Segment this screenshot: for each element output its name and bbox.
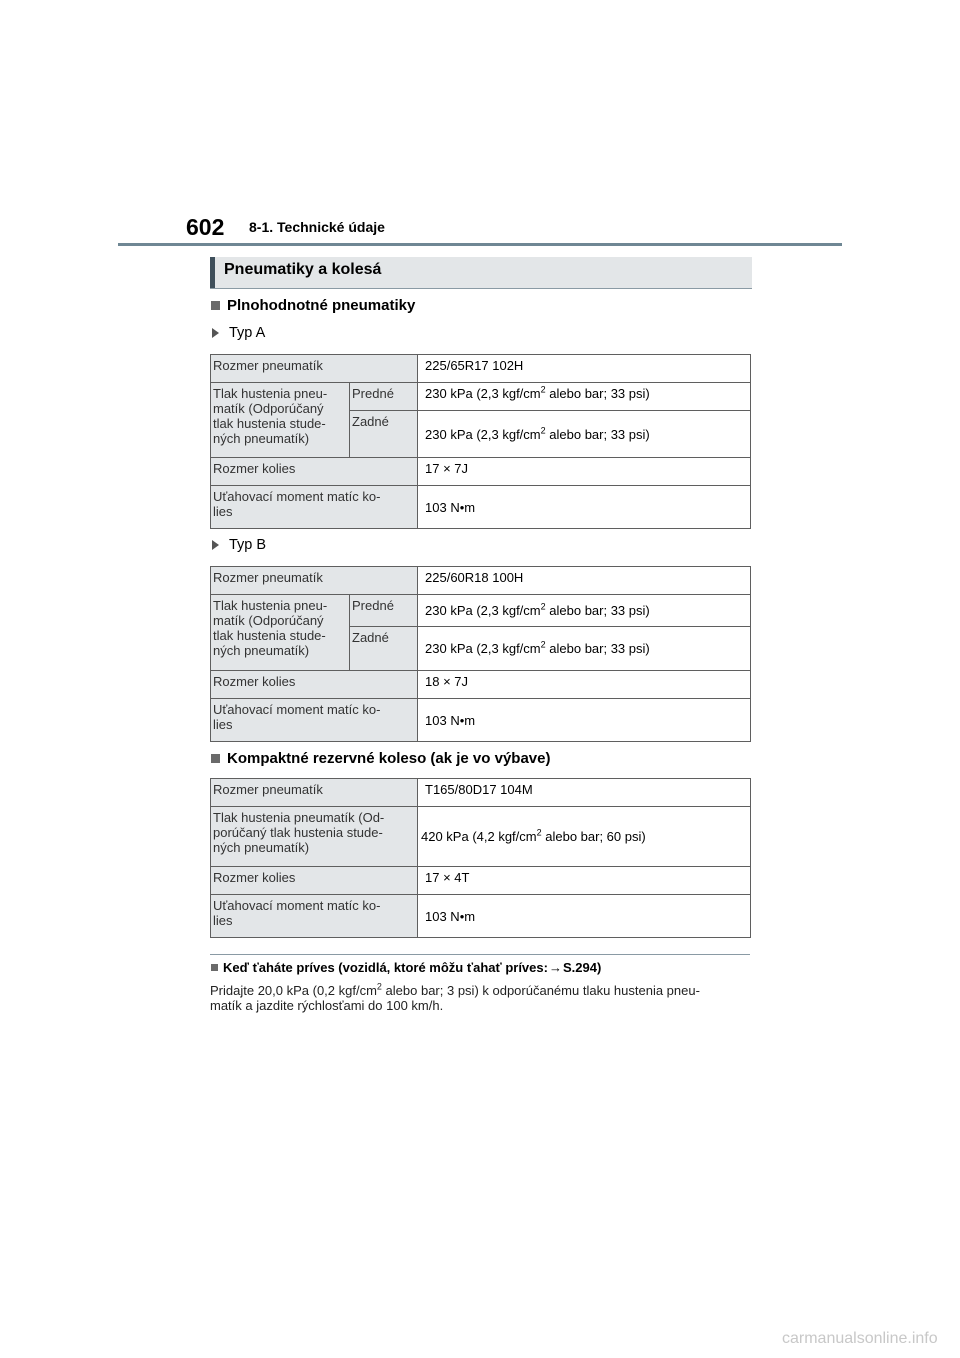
- table-row: [211, 595, 751, 627]
- wheel-size-value: 17 × 4T: [418, 867, 751, 895]
- table-row: [211, 699, 751, 742]
- section-title-accent-bar: [210, 257, 215, 288]
- square-bullet-icon: [211, 301, 220, 310]
- full-tires-heading: [211, 297, 415, 314]
- header-divider: [118, 243, 842, 246]
- tire-size-label: Rozmer pneumatík: [211, 779, 418, 807]
- type-a-heading: [212, 325, 265, 341]
- wheel-size-value: 17 × 7J: [418, 458, 751, 486]
- spare-wheel-heading-text: Kompaktné rezervné koleso (ak je vo výbave): [227, 750, 551, 767]
- type-b-label: Typ B: [229, 537, 267, 553]
- rear-pressure-value: 230 kPa (2,3 kgf/$cm^2$ alebo bar; 33 psi): [418, 627, 751, 671]
- tire-size-value: T165/80D17 104M: [418, 779, 751, 807]
- table-row: [211, 895, 751, 938]
- table-row: [211, 486, 751, 529]
- torque-value: 103 N•m: [418, 895, 751, 938]
- front-pressure-value: 230 kPa (2,3 kgf/$cm^2$ alebo bar; 33 psi): [418, 595, 751, 627]
- triangle-bullet-icon: [212, 328, 219, 338]
- front-pressure-value: 230 kPa (2,3 kgf/$cm^2$ alebo bar; 33 psi): [418, 383, 751, 411]
- tire-size-label: Rozmer pneumatík: [211, 567, 418, 595]
- section-title-box: [210, 257, 752, 289]
- page-reference-link[interactable]: S.294): [562, 960, 602, 975]
- pressure-label: Tlak hustenia pneumatík (Od- porúčaný tlak hustenia stude- ných pneumatík): [211, 807, 418, 867]
- torque-label: Uťahovací moment matíc ko- lies: [211, 699, 418, 742]
- arrow-icon: →: [548, 960, 562, 975]
- triangle-bullet-icon: [212, 540, 219, 550]
- tire-size-label: Rozmer pneumatík: [211, 355, 418, 383]
- section-title: Pneumatiky a kolesá: [224, 261, 382, 278]
- type-a-label: Typ A: [229, 325, 266, 341]
- table-row: [211, 779, 751, 807]
- wheel-size-label: Rozmer kolies: [211, 458, 418, 486]
- wheel-size-label: Rozmer kolies: [211, 867, 418, 895]
- wheel-size-value: 18 × 7J: [418, 671, 751, 699]
- note-heading: [211, 960, 601, 975]
- rear-label: Zadné: [350, 627, 418, 671]
- type-a-table: [210, 354, 751, 529]
- rear-label: Zadné: [350, 411, 418, 458]
- torque-value: 103 N•m: [418, 486, 751, 529]
- table-row: [211, 567, 751, 595]
- torque-label: Uťahovací moment matíc ko- lies: [211, 486, 418, 529]
- type-b-heading: [212, 537, 266, 553]
- pressure-label: Tlak hustenia pneu- matík (Odporúčaný tlak hustenia stude- ných pneumatík): [211, 383, 350, 458]
- pressure-value: 420 kPa (4,2 kgf/$cm^2$ alebo bar; 60 psi): [418, 807, 751, 867]
- note-divider: [210, 954, 750, 955]
- table-row: [211, 383, 751, 411]
- spare-wheel-table: [210, 778, 751, 938]
- wheel-size-label: Rozmer kolies: [211, 671, 418, 699]
- full-tires-heading-text: Plnohodnotné pneumatiky: [227, 297, 416, 314]
- note-text: Pridajte 20,0 kPa (0,2 kgf/$cm^2$ alebo bar; 3 psi) k odporúčanému tlaku hustenia pneu- matík a jazdite rýchlosťami do 100 km/h.: [210, 981, 700, 1013]
- table-row: [211, 355, 751, 383]
- front-label: Predné: [350, 383, 418, 411]
- watermark: carmanualsonline.info: [782, 1330, 938, 1347]
- square-bullet-icon: [211, 754, 220, 763]
- spare-wheel-heading: [211, 750, 550, 767]
- torque-value: 103 N•m: [418, 699, 751, 742]
- square-bullet-icon: [211, 964, 218, 971]
- page-number: 602: [186, 214, 225, 240]
- type-b-table: [210, 566, 751, 742]
- table-row: [211, 807, 751, 867]
- tire-size-value: 225/65R17 102H: [418, 355, 751, 383]
- note-heading-text: Keď ťaháte príves (vozidlá, ktoré môžu ťahať príves:: [223, 960, 548, 975]
- table-row: [211, 458, 751, 486]
- pressure-label: Tlak hustenia pneu- matík (Odporúčaný tlak hustenia stude- ných pneumatík): [211, 595, 350, 671]
- table-row: [211, 671, 751, 699]
- rear-pressure-value: 230 kPa (2,3 kgf/$cm^2$ alebo bar; 33 psi): [418, 411, 751, 458]
- tire-size-value: 225/60R18 100H: [418, 567, 751, 595]
- table-row: [211, 867, 751, 895]
- front-label: Predné: [350, 595, 418, 627]
- chapter-title: 8-1. Technické údaje: [249, 219, 385, 235]
- torque-label: Uťahovací moment matíc ko- lies: [211, 895, 418, 938]
